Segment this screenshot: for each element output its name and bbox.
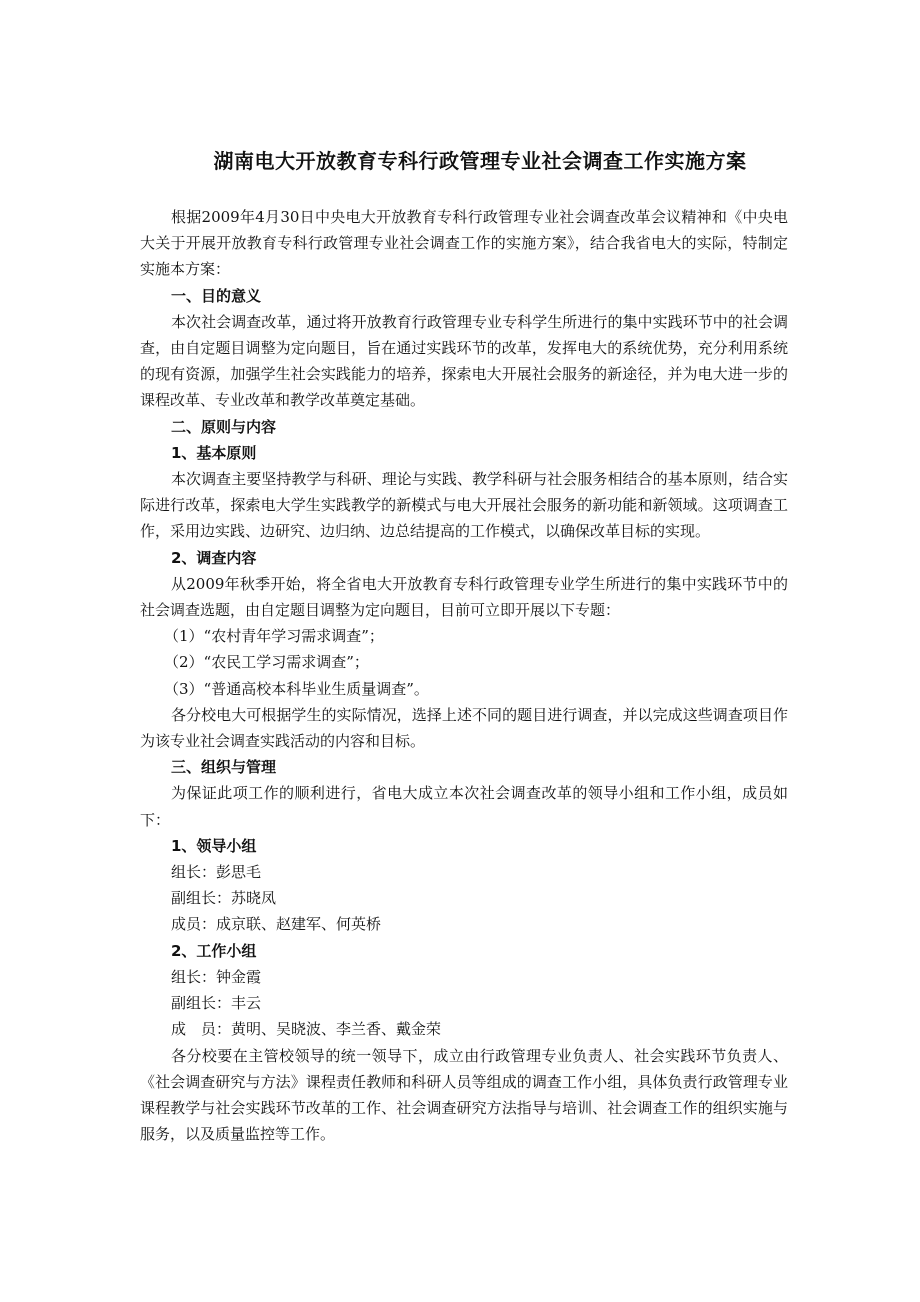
section-3-heading: 三、组织与管理 <box>171 758 277 777</box>
topic-item-1: （1）“农村青年学习需求调查”； <box>164 627 384 646</box>
leader-group-heading: 1、领导小组 <box>171 836 257 855</box>
leader-group-head: 组长：彭思毛 <box>171 863 262 882</box>
organization-paragraph: 为保证此项工作的顺利进行，省电大成立本次社会调查改革的领导小组和工作小组，成员如下： <box>140 784 788 829</box>
section-1-heading: 一、目的意义 <box>171 286 262 305</box>
work-group-head: 组长：钟金霞 <box>171 967 262 986</box>
work-group-heading: 2、工作小组 <box>171 941 257 960</box>
intro-paragraph: 根据2009年4月30日中央电大开放教育专科行政管理专业社会调查改革会议精神和《中央电大关于开展开放教育专科行政管理专业社会调查工作的实施方案》，结合我省电大的实际，特制定实施本方案： <box>140 208 788 279</box>
topic-item-2: （2）“农民工学习需求调查”； <box>164 653 369 672</box>
section-1-paragraph: 本次社会调查改革，通过将开放教育行政管理专业专科学生所进行的集中实践环节中的社会调查，由自定题目调整为定向题目，旨在通过实践环节的改革，发挥电大的系统优势，充分利用系统的现有资源，加强学生社会实践能力的培养，探索电大开展社会服务的新途径，并为电大进一步的课程改革、专业改革和教学改革奠定基础。 <box>140 312 788 410</box>
document-title: 湖南电大开放教育专科行政管理专业社会调查工作实施方案 <box>213 149 747 173</box>
content-paragraph-2: 各分校电大可根据学生的实际情况，选择上述不同的题目进行调查，并以完成这些调查项目作为该专业社会调查实践活动的内容和目标。 <box>140 705 788 751</box>
topic-item-3: （3）“普通高校本科毕业生质量调查”。 <box>164 679 429 698</box>
subsection-content-heading: 2、调查内容 <box>171 548 257 567</box>
content-paragraph: 从2009年秋季开始，将全省电大开放教育专科行政管理专业学生所进行的集中实践环节中的社会调查选题，由自定题目调整为定向题目，目前可立即开展以下专题： <box>140 574 788 620</box>
document-body <box>140 204 788 1147</box>
leader-group-members: 成员：成京联、赵建军、何英桥 <box>171 915 382 934</box>
work-group-members: 成 员：黄明、吴晓波、李兰香、戴金荣 <box>171 1020 442 1039</box>
leader-group-deputy: 副组长：苏晓凤 <box>171 889 277 908</box>
subsection-principles-heading: 1、基本原则 <box>171 443 257 462</box>
section-2-heading: 二、原则与内容 <box>171 417 277 436</box>
branch-organization-paragraph: 各分校要在主管校领导的统一领导下，成立由行政管理专业负责人、社会实践环节负责人、《社会调查研究与方法》课程责任教师和科研人员等组成的调查工作小组，具体负责行政管理专业课程教学与社会实践环节改革的工作、社会调查研究方法指导与培训、社会调查工作的组织实施与服务，以及质量监控等工作。 <box>140 1046 788 1144</box>
work-group-deputy: 副组长：丰云 <box>171 994 262 1013</box>
principles-paragraph: 本次调查主要坚持教学与科研、理论与实践、教学科研与社会服务相结合的基本原则，结合实际进行改革，探索电大学生实践教学的新模式与电大开展社会服务的新功能和新领域。这项调查工作，采用边实践、边研究、边归纳、边总结提高的工作模式，以确保改革目标的实现。 <box>140 470 788 541</box>
